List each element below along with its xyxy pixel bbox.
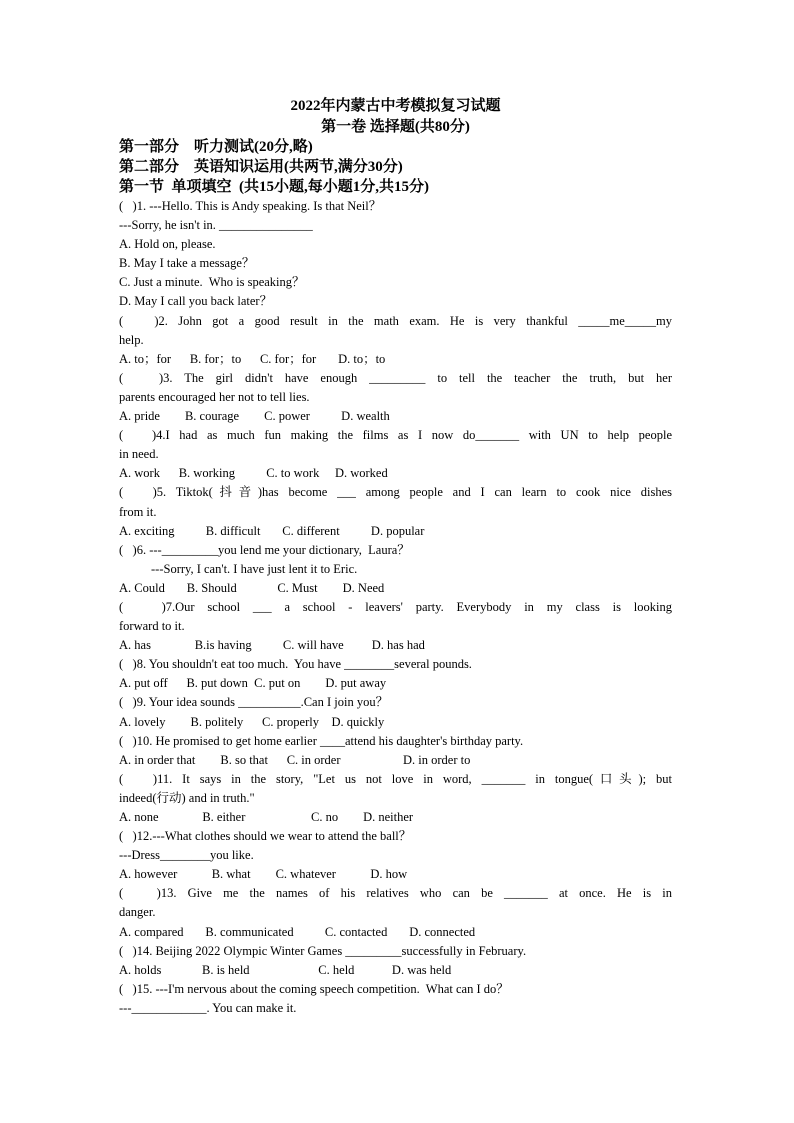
question-1-option-b: B. May I take a message？ [119,256,255,271]
question-2-stem-cont: help. [119,332,144,347]
question-12-options: A. however B. what C. whatever D. how [119,867,408,882]
question-5-stem-cont: from it. [119,504,157,519]
question-1-option-c: C. Just a minute. Who is speaking？ [119,275,305,290]
question-2-stem: ( )2. John got a good result in the math exam. He is very thankful _____me_____my [119,313,672,328]
question-5-options: A. exciting B. difficult C. different D. popular [119,523,425,538]
question-12-dialogue: ---Dress________you like. [119,848,254,863]
question-11-stem-cont: indeed(行动) and in truth." [119,790,255,805]
volume-title: 第一卷 选择题(共80分) [321,119,470,135]
exam-page [119,96,672,1018]
section-part1-heading: 第一部分 听力测试(20分,略) [119,139,313,155]
question-13-stem: ( )13. Give me the names of his relatives who can be _______ at once. He is in [119,886,672,901]
question-11-stem: ( )11. It says in the story, "Let us not love in word, _______ in tongue(口头); but [119,771,672,786]
question-4-stem-cont: in need. [119,447,159,462]
question-3-stem: ( )3. The girl didn't have enough _________ to tell the teacher the truth, but her [119,370,672,385]
question-6-dialogue: ---Sorry, I can't. I have just lent it to Eric. [151,561,358,576]
question-15-stem: ( )15. ---I'm nervous about the coming speech competition. What can I do？ [119,981,509,996]
question-6-options: A. Could B. Should C. Must D. Need [119,580,385,595]
question-14-options: A. holds B. is held C. held D. was held [119,962,452,977]
question-3-options: A. pride B. courage C. power D. wealth [119,409,390,424]
question-11-options: A. none B. either C. no D. neither [119,810,414,824]
question-7-stem: ( )7.Our school ___ a school - leavers' party. Everybody in my class is looking [119,599,672,614]
question-8-options: A. put off B. put down C. put on D. put away [119,676,387,691]
question-4-options: A. work B. working C. to work D. worked [119,466,388,481]
question-15-dialogue: ---____________. You can make it. [119,1000,297,1015]
question-4-stem: ( )4.I had as much fun making the films as I now do_______ with UN to help people [119,428,672,443]
question-10-options: A. in order that B. so that C. in order D. in order to [119,752,471,767]
question-1-dialogue: ---Sorry, he isn't in. _______________ [119,218,313,233]
question-7-stem-cont: forward to it. [119,619,185,634]
question-1-option-a: A. Hold on, please. [119,237,216,252]
exam-title: 2022年内蒙古中考模拟复习试题 [290,98,501,114]
question-7-options: A. has B.is having C. will have D. has had [119,638,425,653]
question-8-stem: ( )8. You shouldn't eat too much. You have ________several pounds. [119,657,472,672]
question-1-option-d: D. May I call you back later？ [119,294,273,309]
section-part2-heading: 第二部分 英语知识运用(共两节,满分30分) [119,159,403,175]
question-13-options: A. compared B. communicated C. contacted D. connected [119,924,476,939]
question-3-stem-cont: parents encouraged her not to tell lies. [119,389,310,404]
question-9-options: A. lovely B. politely C. properly D. quickly [119,714,385,729]
question-2-options: A. to；for B. for；to C. for；for D. to；to [119,351,386,366]
question-12-stem: ( )12.---What clothes should we wear to attend the ball？ [119,829,412,844]
question-13-stem-cont: danger. [119,905,156,920]
question-1-stem: ( )1. ---Hello. This is Andy speaking. Is that Neil？ [119,199,382,213]
section-single-choice-heading: 第一节 单项填空 (共15小题,每小题1分,共15分) [119,179,429,195]
question-5-stem: ( )5. Tiktok(抖音)has become ___ among people and I can learn to cook nice dishes [119,485,672,500]
question-10-stem: ( )10. He promised to get home earlier ____attend his daughter's birthday party. [119,733,524,748]
question-6-stem: ( )6. ---_________you lend me your dictionary, Laura？ [119,542,410,557]
question-9-stem: ( )9. Your idea sounds __________.Can I join you？ [119,695,389,710]
question-14-stem: ( )14. Beijing 2022 Olympic Winter Games _________successfully in February. [119,943,527,958]
